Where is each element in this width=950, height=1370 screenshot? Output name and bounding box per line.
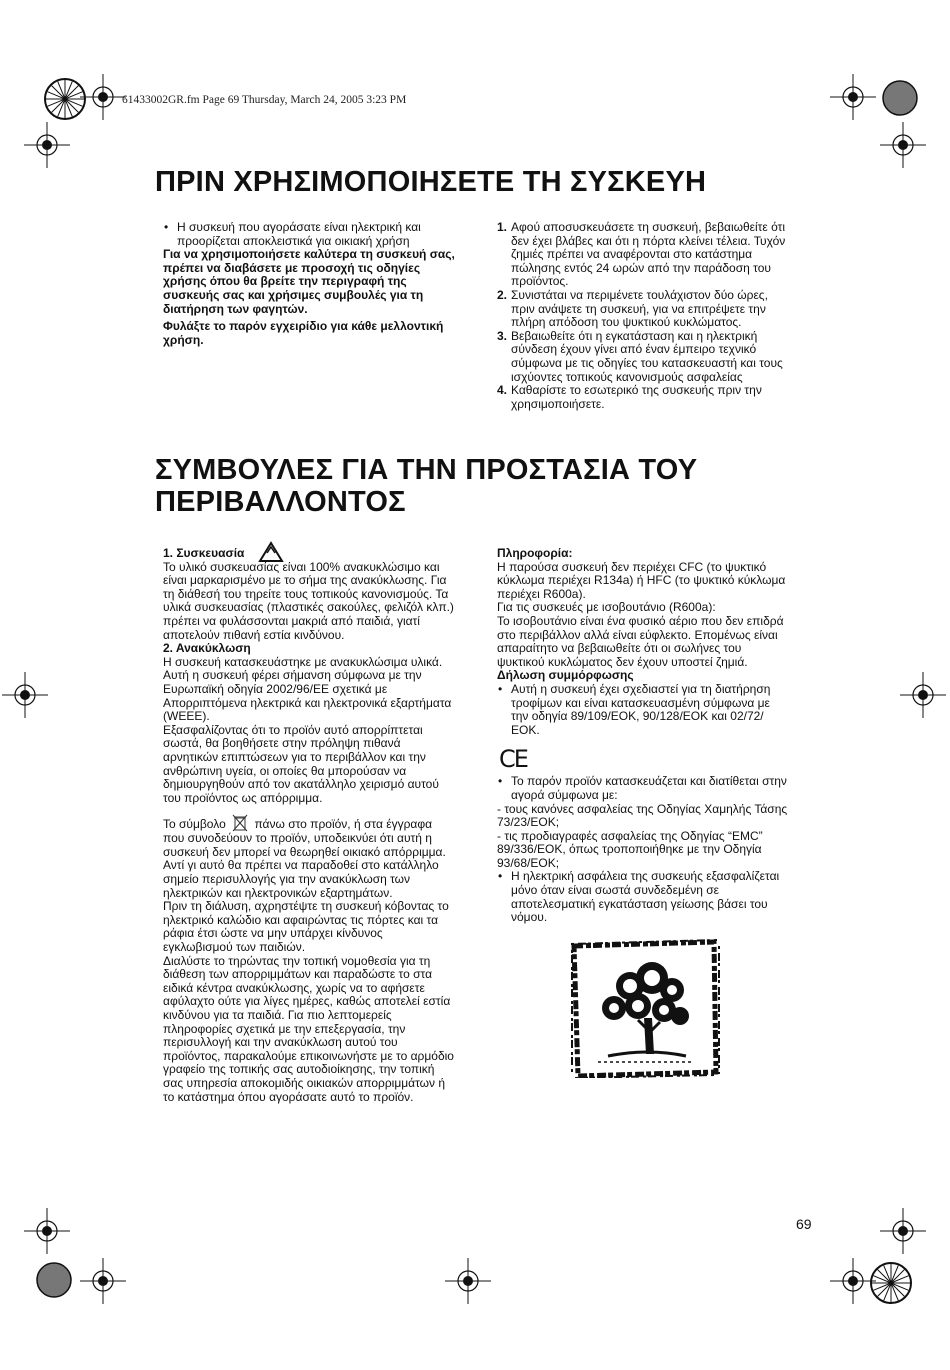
item-number: 2. — [497, 287, 508, 302]
ce-mark: CE — [499, 745, 527, 774]
numbered-item — [497, 384, 792, 411]
section2-right-column — [497, 547, 789, 925]
crosshair-icon — [80, 1258, 126, 1304]
bullet-item: • Η ηλεκτρική ασφάλεια της συσκευής εξασφαλίζεται μόνο όταν είναι σωστά συνδεδεμένη σε αποτελεσματική εγκατάσταση γείωσης βάσει του νόμου. — [497, 870, 789, 924]
subheading-text: 1. Συσκευασία — [163, 546, 245, 560]
bold-paragraph: Φυλάξτε το παρόν εγχειρίδιο για κάθε μελλοντική χρήση. — [163, 319, 444, 347]
bullet-item: • Το παρόν προϊόν κατασκευάζεται και διατίθεται στην αγορά σύμφωνα με: — [497, 775, 789, 802]
subheading-declaration: Δήλωση συμμόρφωσης — [497, 668, 634, 683]
paragraph — [163, 814, 455, 900]
item-text: Βεβαιωθείτε ότι η εγκατάσταση και η ηλεκτρική σύνδεση έχουν γίνει από έναν έμπειρο τεχνικό σύμφωνα με τις οδηγίες του κατασκευαστή και τους ισχύοντες τοπικούς κανονισμούς ασφαλείας — [511, 328, 783, 384]
paragraph: Αυτή η συσκευή φέρει σήμανση σύμφωνα με την Ευρωπαϊκή οδηγία 2002/96/ΕΕ σχετικά με Απορριπτόμενα ηλεκτρικά και ηλεκτρονικά εξαρτήματα (WEEE). — [163, 668, 452, 724]
grey-registration-dot-icon — [34, 1260, 74, 1300]
item-number: 3. — [497, 328, 508, 343]
item-number: 1. — [497, 220, 508, 234]
crosshair-icon — [24, 1208, 70, 1254]
item-text: Συνιστάται να περιμένετε τουλάχιστον δύο ώρες, πριν ανάψετε τη συσκευή, για να επιτρέψετε την πλήρη απόδοση του ψυκτικού κυκλώματος. — [511, 287, 768, 330]
directive-line: - τις προδιαγραφές ασφαλείας της Οδηγίας “EMC” 89/336/ΕΟΚ, όπως τροποποιήθηκε με την Οδηγία 93/68/ΕΟΚ; — [497, 828, 763, 870]
crosshair-icon — [830, 74, 876, 120]
bold-paragraph: Για να χρησιμοποιήσετε καλύτερα τη συσκευή σας, πρέπει να διαβάσετε με προσοχή τις οδηγίες χρήσης όπου θα βρείτε την περιγραφή της συσκευής σας και χρήσιμες συμβουλές για τη διατήρηση των φαγητών. — [163, 247, 455, 316]
crosshair-icon — [24, 122, 70, 168]
item-text: Καθαρίστε το εσωτερικό της συσκευής πριν την χρησιμοποιήσετε. — [511, 383, 762, 411]
crosshair-icon — [2, 672, 48, 718]
registration-mark-icon — [866, 1258, 916, 1308]
section-title-before-use: ΠΡΙΝ ΧΡΗΣΙΜΟΠΟΙΗΣΕΤΕ ΤΗ ΣΥΣΚΕΥΗ — [155, 166, 707, 198]
paragraph: Διαλύστε το τηρώντας την τοπική νομοθεσία για τη διάθεση των απορριμμάτων και παραδώστε το στα ειδικά κέντρα ανακύκλωσης, χωρίς να το αφήσετε αφύλαχτο ούτε για λίγες ημέρες, καθώς αποτελεί εστία κινδύνου για τα παιδιά. Για πιο λεπτομερείς πληροφορίες σχετικά με την επεξεργασία, την περισυλλογή και την ανακύκλωση αυτού του προϊόντος, παρακαλούμε επικοινωνήστε με το αρμόδιο γραφείο της τοπικής σας αυτοδιοίκησης, την τοπική σας υπηρεσία αποκομιδής οικιακών απορριμμάτων ή το κατάστημα όπου αγοράσατε αυτό το προϊόν. — [163, 953, 454, 1104]
paragraph: Η παρούσα συσκευή δεν περιέχει CFC (το ψυκτικό κύκλωμα περιέχει R134a) ή HFC (το ψυκτικό κύκλωμα περιέχει R600a). — [497, 559, 786, 601]
bullet-item: • Η συσκευή που αγοράσατε είναι ηλεκτρική και προορίζεται αποκλειστικά για οικιακή χρήση — [163, 221, 463, 248]
subheading-recycling: 2. Ανακύκλωση — [163, 641, 251, 656]
item-number: 4. — [497, 383, 508, 398]
paragraph-text: πάνω στο προϊόν, ή στα έγγραφα που συνοδεύουν το προϊόν, υποδεικνύει ότι αυτή η συσκευή δεν μπορεί να θεωρηθεί οικιακό απόρριμμα. Αντί γι αυτό θα πρέπει να παραδοθεί στο κατάλληλο σημείο περισυλλογής για την ανακύκλωση των ηλεκτρικών και ηλεκτρονικών εξαρτημάτων. — [163, 817, 446, 900]
item-text: Αφού αποσυσκευάσετε τη συσκευή, βεβαιωθείτε ότι δεν έχει βλάβες και ότι η πόρτα κλείνει τέλεια. Τυχόν ζημιές πρέπει να αναφέρονται στο κατάστημα πώλησης εντός 24 ωρών από την παράδοση του προϊόντος. — [511, 220, 786, 289]
section-title-environment: ΣΥΜΒΟΥΛΕΣ ΓΙΑ ΤΗΝ ΠΡΟΣΤΑΣΙΑ ΤΟΥ ΠΕΡΙΒΑΛΛΟΝΤΟΣ — [155, 454, 698, 518]
tree-logo-icon — [568, 938, 720, 1078]
section1-left-column — [163, 221, 463, 347]
directive-line: - τους κανόνες ασφαλείας της Οδηγίας Χαμηλής Τάσης 73/23/ΕΟΚ; — [497, 801, 788, 830]
crossed-bin-icon — [232, 814, 248, 832]
recycling-icon — [258, 541, 284, 563]
page-number: 69 — [796, 1216, 812, 1232]
paragraph: Η συσκευή κατασκευάστηκε με ανακυκλώσιμα υλικά. — [163, 654, 443, 669]
section1-right-column — [497, 221, 792, 411]
bullet-item: • Αυτή η συσκευή έχει σχεδιαστεί για τη διατήρηση τροφίμων και είναι κατασκευασμένη σύμφωνα με την οδηγία 89/109/ΕΟΚ, 90/128/ΕΟΚ και 02/72/ΕΟΚ. — [497, 683, 789, 737]
crosshair-icon — [880, 1208, 926, 1254]
paragraph: Πριν τη διάλυση, αχρηστέψτε τη συσκευή κόβοντας το ηλεκτρικό καλώδιο και αφαιρώντας τις πόρτες και τα ράφια έτσι ώστε να μην υπάρχει κίνδυνος εγκλωβισμού των παιδιών. — [163, 899, 449, 955]
paragraph: Εξασφαλίζοντας ότι το προϊόν αυτό απορρίπτεται σωστά, θα βοηθήσετε στην πρόληψη πιθανά αρνητικών επιπτώσεων για το περιβάλλον και την ανθρώπινη υγεία, οι οποίες θα μπορούσαν να δημιουργηθούν από τον ακατάλληλο χειρισμό αυτού του προϊόντος ως απόρριμμα. — [163, 722, 439, 805]
subheading-information: Πληροφορία: — [497, 546, 573, 560]
section2-left-column — [163, 547, 455, 1104]
crosshair-icon — [900, 672, 946, 718]
paragraph: Το ισοβουτάνιο είναι ένα φυσικό αέριο που δεν επιδρά στο περιβάλλον αλλά είναι εύφλεκτο. Επομένως είναι απαραίτητο να βεβαιωθείτε ότι οι σωλήνες του ψυκτικού κυκλώματος δεν έχουν υποστεί ζημιά. — [497, 613, 784, 669]
numbered-item — [497, 221, 792, 289]
paragraph: Για τις συσκευές με ισοβουτάνιο (R600a): — [497, 600, 716, 615]
paragraph-lead: Το σύμβολο — [163, 817, 226, 832]
numbered-item — [497, 330, 792, 384]
crosshair-icon — [445, 1258, 491, 1304]
paragraph: Το υλικό συσκευασίας είναι 100% ανακυκλώσιμο και είναι μαρκαρισμένο με το σήμα της ανακύκλωσης. Για τη διάθεσή του τηρείτε τους τοπικούς κανονισμούς. Τα υλικά συσκευασίας (πλαστικές σακούλες, φελιζόλ κλπ.) πρέπει να φυλάσσονται μακριά από παιδιά, γιατί αποτελούν πιθανή εστία κινδύνου. — [163, 559, 454, 642]
subheading-packaging — [163, 547, 455, 561]
crosshair-icon — [80, 74, 126, 120]
file-info-header: 61433002GR.fm Page 69 Thursday, March 24, 2005 3:23 PM — [122, 94, 407, 106]
numbered-item — [497, 289, 792, 330]
crosshair-icon — [880, 122, 926, 168]
grey-registration-dot-icon — [880, 78, 920, 118]
